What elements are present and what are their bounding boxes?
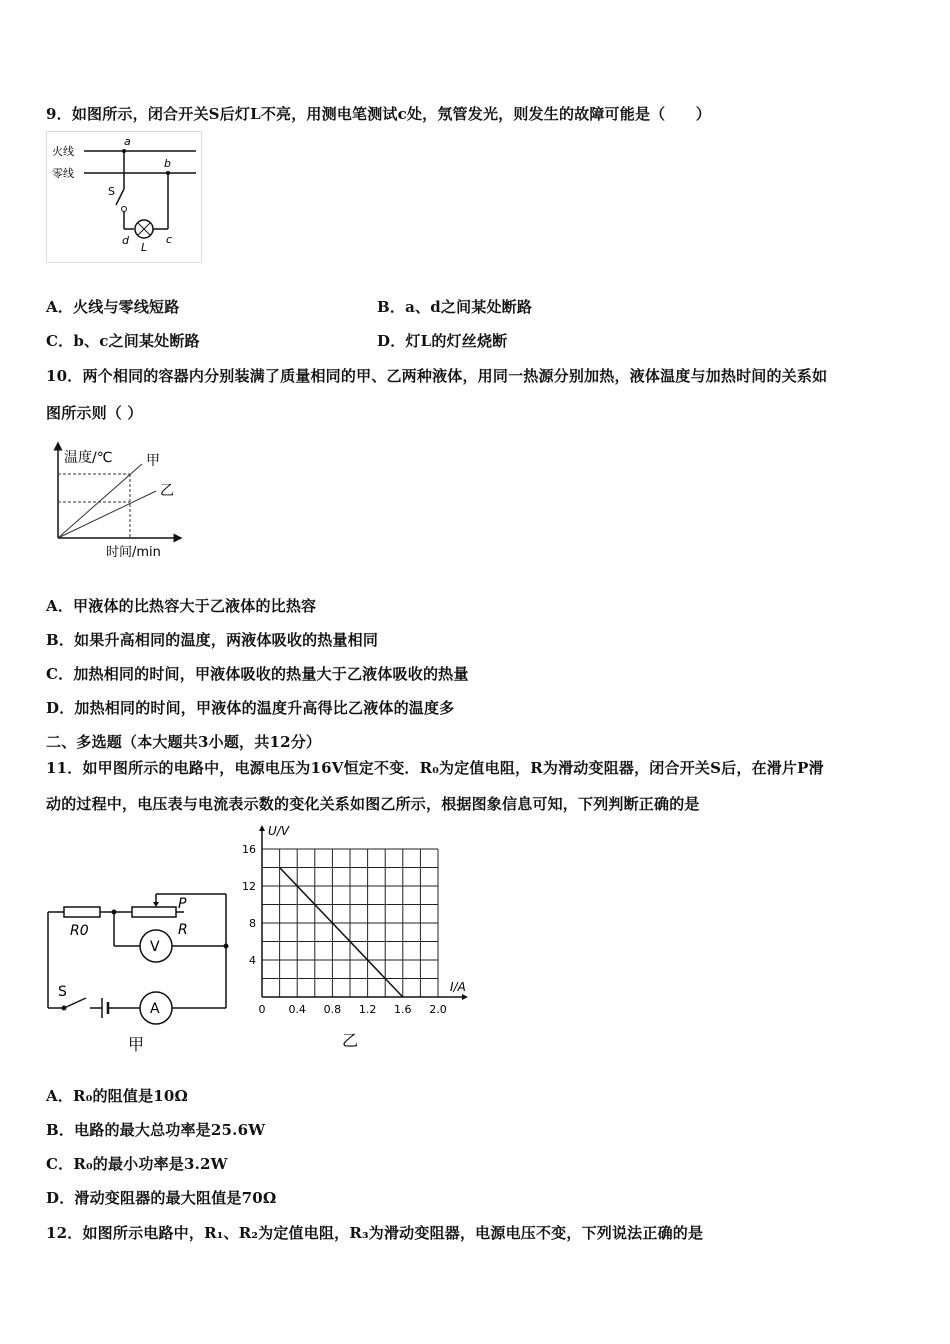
q10-option-c: C．加热相同的时间，甲液体吸收的热量大于乙液体吸收的热量 bbox=[46, 665, 469, 683]
q9-circuit-figure bbox=[46, 131, 202, 263]
q9-label-l: L bbox=[141, 241, 148, 254]
q10-line-jia bbox=[58, 464, 142, 538]
q10-stem-line1: 10．两个相同的容器内分别装满了质量相同的甲、乙两种液体，用同一热源分别加热，液体温度与加热时间的关系如 bbox=[46, 367, 828, 385]
q9-fire-line-label: 火线 bbox=[52, 145, 74, 158]
q9-label-c: c bbox=[166, 233, 173, 246]
q9-label-a: a bbox=[124, 135, 131, 148]
q11-ui-chart bbox=[232, 822, 482, 1054]
chart-x-arrow bbox=[462, 994, 468, 1000]
chart-y-tick-label: 16 bbox=[242, 843, 256, 856]
chart-x-tick-label: 2.0 bbox=[429, 1003, 447, 1016]
chart-y-tick-label: 12 bbox=[242, 880, 256, 893]
chart-x-tick-label: 1.2 bbox=[358, 1003, 377, 1016]
chart-y-tick-label: 8 bbox=[249, 917, 256, 930]
q11-caption-yi: 乙 bbox=[342, 1031, 359, 1050]
q11-circuit-figure bbox=[40, 880, 240, 1055]
section-heading: 二、多选题（本大题共3小题，共12分） bbox=[46, 733, 322, 751]
q10-temperature-graph bbox=[44, 440, 184, 564]
chart-xlabel: I/A bbox=[450, 980, 466, 994]
q11-label-s: S bbox=[58, 984, 67, 1000]
q9-option-c: C．b、c之间某处断路 bbox=[46, 332, 200, 350]
chart-x-tick-label: 0.4 bbox=[288, 1003, 306, 1016]
q10-label-yi: 乙 bbox=[160, 483, 174, 499]
q11-rheostat bbox=[132, 907, 176, 917]
q11-option-a: A．R₀的阻值是10Ω bbox=[46, 1087, 189, 1105]
q10-label-jia: 甲 bbox=[146, 453, 160, 469]
q10-y-label: 温度/℃ bbox=[64, 450, 113, 466]
q10-stem-line2: 图所示则（ ） bbox=[46, 404, 143, 422]
q9-option-b: B．a、d之间某处断路 bbox=[377, 298, 533, 316]
q10-x-label: 时间/min bbox=[106, 545, 161, 560]
q9-label-d: d bbox=[122, 234, 129, 247]
q11-switch bbox=[64, 998, 86, 1008]
q11-option-b: B．电路的最大总功率是25.6W bbox=[46, 1121, 266, 1139]
chart-x-tick-label: 0.8 bbox=[323, 1003, 342, 1016]
q11-label-r: R bbox=[178, 922, 188, 938]
q11-label-a: A bbox=[150, 1001, 160, 1017]
q9-stem: 9．如图所示，闭合开关S后灯L不亮，用测电笔测试c处，氖管发光，则发生的故障可能是（ ） bbox=[46, 105, 711, 123]
q11-stem-line2: 动的过程中，电压表与电流表示数的变化关系如图乙所示，根据图象信息可知，下列判断正确的是 bbox=[46, 795, 700, 813]
chart-x-tick-label: 0 bbox=[258, 1003, 266, 1016]
q9-option-a: A．火线与零线短路 bbox=[46, 298, 180, 316]
q11-label-r0: R0 bbox=[70, 923, 89, 939]
q10-option-b: B．如果升高相同的温度，两液体吸收的热量相同 bbox=[46, 631, 379, 649]
q9-option-d: D．灯L的灯丝烧断 bbox=[377, 332, 508, 350]
q9-zero-line-label: 零线 bbox=[52, 167, 74, 180]
q11-r0-resistor bbox=[64, 907, 100, 917]
chart-series-line bbox=[280, 868, 403, 998]
q12-stem: 12．如图所示电路中，R₁、R₂为定值电阻，R₃为滑动变阻器，电源电压不变，下列说法正确的是 bbox=[46, 1224, 704, 1242]
q11-label-p: P bbox=[178, 896, 187, 912]
chart-y-arrow bbox=[259, 825, 265, 831]
q9-label-s: S bbox=[108, 185, 115, 198]
q11-stem-line1: 11．如甲图所示的电路中，电源电压为16V恒定不变．R₀为定值电阻，R为滑动变阻器，闭合开关S后，在滑片P滑 bbox=[46, 759, 824, 777]
q11-label-v: V bbox=[150, 939, 160, 955]
q10-option-d: D．加热相同的时间，甲液体的温度升高得比乙液体的温度多 bbox=[46, 699, 455, 717]
chart-ylabel: U/V bbox=[268, 824, 290, 838]
q9-label-b: b bbox=[164, 157, 171, 170]
q11-option-c: C．R₀的最小功率是3.2W bbox=[46, 1155, 228, 1173]
q10-line-yi bbox=[58, 491, 156, 538]
q11-option-d: D．滑动变阻器的最大阻值是70Ω bbox=[46, 1189, 277, 1207]
chart-y-tick-label: 4 bbox=[249, 954, 256, 967]
q11-caption-jia: 甲 bbox=[128, 1035, 145, 1054]
q10-option-a: A．甲液体的比热容大于乙液体的比热容 bbox=[46, 597, 317, 615]
chart-x-tick-label: 1.6 bbox=[394, 1003, 412, 1016]
